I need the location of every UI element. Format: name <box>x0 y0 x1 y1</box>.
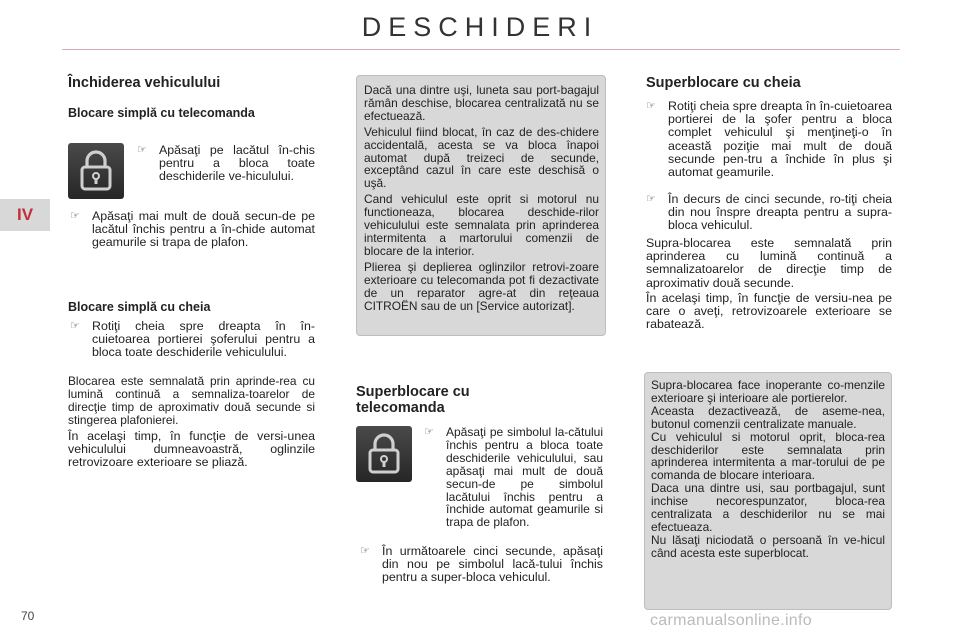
section-heading-super-key: Superblocare cu cheia <box>646 75 801 91</box>
hand-pointer-icon: ☞ <box>70 210 80 222</box>
list-item: ☞ În următoarele cinci secunde, apăsaţi din nou pe simbolul lacă-tului închis pentru a super-bloca vehiculul. <box>360 544 603 585</box>
info-paragraph: Cand vehiculul este oprit si motorul nu functioneaza, blocarea deschide-rilor vehiculului este semnalata prin aprinderea intermitenta a martorului comenzii de blocare de la interior. <box>364 192 599 258</box>
info-paragraph: Plierea şi deplierea oglinzilor retrovi-zoare exterioare cu telecomanda pot fi dezactivate de un reparator agre-at din reţeaua CITROËN sau de un [Service autorizat]. <box>364 259 599 313</box>
warning-paragraph: Nu lăsaţi niciodată o persoană în ve-hicul când acesta este superblocat. <box>651 532 885 560</box>
warning-box <box>644 372 892 610</box>
info-paragraph: Dacă una dintre uşi, luneta sau port-bagajul rămân deschise, blocarea centralizată nu se efectuează. <box>364 83 599 123</box>
page-title: DESCHIDERI <box>361 12 599 42</box>
paragraph: Blocarea este semnalată prin aprinde-rea cu lumină continuă a semnaliza-toarelor de direcţie timp de aproximativ două secunde si stingerea plafonierei. <box>68 374 315 427</box>
lock-icon <box>366 432 402 476</box>
section-heading-super-remote: Superblocare cu telecomanda <box>356 384 470 416</box>
warning-paragraph: Aceasta dezactivează, de aseme-nea, butonul comenzii centralizate manuale. <box>651 403 885 431</box>
hand-pointer-icon: ☞ <box>360 545 370 557</box>
subheading-remote-lock: Blocare simplă cu telecomanda <box>68 106 255 120</box>
chapter-tab: IV <box>0 199 50 231</box>
paragraph: Supra-blocarea este semnalată prin aprinderea cu lumină continuă a semnalizatoarelor de direcţie timp de aproximativ două secunde. <box>646 236 892 290</box>
warning-paragraph: Daca una dintre usi, sau portbagajul, sunt inchise necorespunzator, bloca-rea centralizata a deschiderilor nu se mai efectueaza. <box>651 481 885 534</box>
list-item: ☞ În decurs de cinci secunde, ro-tiţi cheia din nou înspre dreapta pentru a supra-bloca vehiculul. <box>646 192 892 233</box>
lock-icon <box>78 149 114 193</box>
section-heading-locking: Închiderea vehiculului <box>68 75 221 91</box>
info-box <box>356 75 606 336</box>
list-item: ☞ Apăsaţi pe lacătul în-chis pentru a bloca toate deschiderile ve-hiculului. <box>137 143 315 184</box>
subheading-key-lock: Blocare simplă cu cheia <box>68 300 211 314</box>
warning-paragraph: Supra-blocarea face inoperante co-menzile exterioare şi interioare ale portierelor. <box>651 378 885 405</box>
hand-pointer-icon: ☞ <box>646 193 656 205</box>
header-divider <box>62 49 900 50</box>
list-item: ☞ Rotiţi cheia spre dreapta în în-cuietoarea portierei de la şofer pentru a bloca complet vehiculul şi menţineţi-o în această poziţie mai mult de două secunde pen-tru a închide în plus şi automat geamurile. <box>646 99 892 180</box>
watermark: carmanualsonline.info <box>650 612 812 629</box>
remote-lock-button-image <box>68 143 124 199</box>
list-item: ☞ Apăsaţi pe simbolul la-cătului închis pentru a bloca toate deschiderile vehiculului, sau apăsaţi mai mult de două secun-de pe simbolul lacătului închis pentru a închide automat geamurile si trapa de plafon. <box>424 425 603 530</box>
hand-pointer-icon: ☞ <box>70 320 80 332</box>
paragraph: În acelaşi timp, în funcţie de versiu-nea pe care o aveţi, retrovizoarele exterioare se rabatează. <box>646 291 892 332</box>
remote-lock-button-image <box>356 426 412 482</box>
list-item: ☞ Apăsaţi mai mult de două secun-de pe lacătul închis pentru a în-chide automat geamurile si trapa de plafon. <box>70 209 315 250</box>
page-number: 70 <box>21 609 35 623</box>
paragraph: În acelaşi timp, în funcţie de versi-unea vehiculului dumneavoastră, oglinzile retrovizoare exterioare se pliază. <box>68 429 315 470</box>
info-paragraph: Vehiculul fiind blocat, în caz de des-chidere accidentală, acesta se va bloca înapoi automat după treizeci de secunde, exceptând cazul în care este deschisă o uşă. <box>364 124 599 191</box>
hand-pointer-icon: ☞ <box>646 100 656 112</box>
hand-pointer-icon: ☞ <box>137 144 147 156</box>
warning-paragraph: Cu vehiculul si motorul oprit, bloca-rea deschiderilor este semnalata prin aprinderea intermitenta a mar-torului de pe comanda de blocare interioara. <box>651 429 885 483</box>
list-item: ☞ Rotiţi cheia spre dreapta în în-cuietoarea portierei şoferului pentru a bloca toate deschiderile vehiculului. <box>70 319 315 360</box>
hand-pointer-icon: ☞ <box>424 426 434 438</box>
